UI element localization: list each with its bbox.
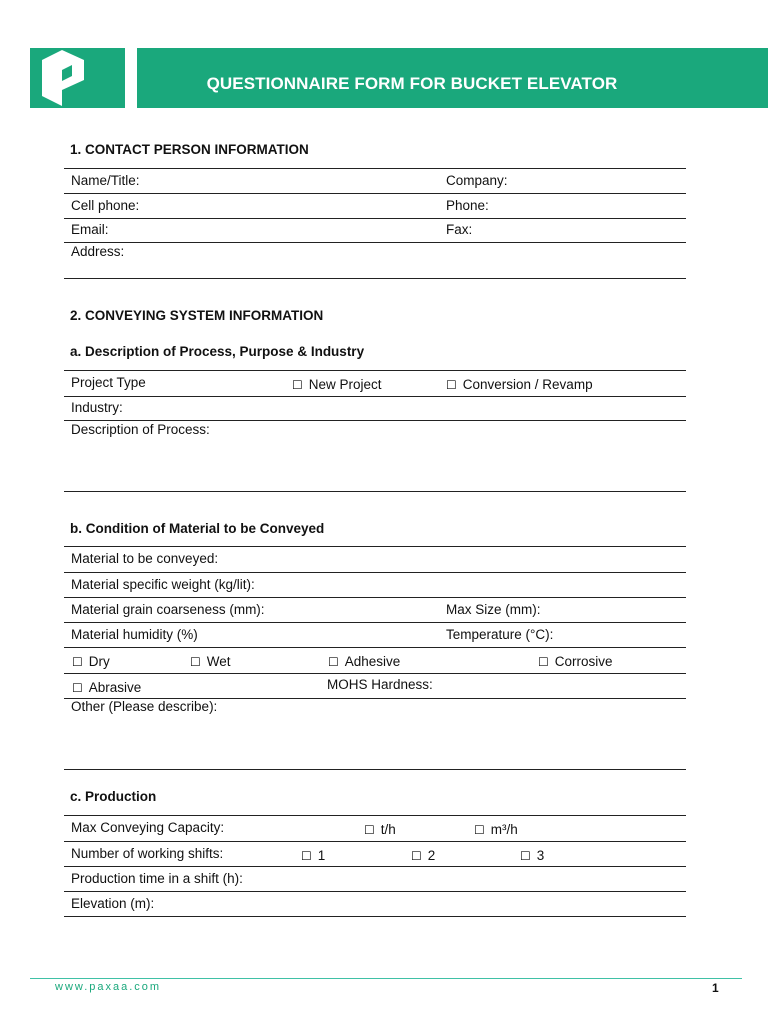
checkbox-icon[interactable]: ☐ [301, 849, 312, 863]
shift-3-option[interactable] [520, 848, 544, 863]
divider [64, 769, 686, 770]
shift-1-option[interactable] [301, 848, 325, 863]
divider [64, 546, 686, 547]
divider [64, 168, 686, 169]
divider [64, 597, 686, 598]
shift-3-label: 3 [536, 848, 545, 863]
divider [64, 622, 686, 623]
mohs-label: MOHS Hardness: [327, 677, 433, 692]
divider [64, 370, 686, 371]
m3h-option[interactable] [474, 822, 518, 837]
subsection-heading-production: c. Production [70, 789, 157, 804]
checkbox-icon[interactable]: ☐ [446, 378, 457, 392]
divider [64, 491, 686, 492]
subsection-heading-material: b. Condition of Material to be Conveyed [70, 521, 325, 536]
wet-label: Wet [206, 654, 231, 669]
divider [64, 218, 686, 219]
corrosive-label: Corrosive [554, 654, 613, 669]
checkbox-icon[interactable]: ☐ [364, 823, 375, 837]
dry-label: Dry [88, 654, 110, 669]
m3h-label: m³/h [490, 822, 518, 837]
max-size-label: Max Size (mm): [446, 602, 541, 617]
shifts-label: Number of working shifts: [71, 846, 224, 861]
abrasive-option[interactable] [72, 680, 141, 695]
divider [64, 420, 686, 421]
conversion-option[interactable] [446, 377, 593, 392]
checkbox-icon[interactable]: ☐ [474, 823, 485, 837]
shift-2-option[interactable] [411, 848, 435, 863]
grain-label: Material grain coarseness (mm): [71, 602, 265, 617]
phone-label: Phone: [446, 198, 489, 213]
checkbox-icon[interactable]: ☐ [411, 849, 422, 863]
industry-label: Industry: [71, 400, 123, 415]
dry-option[interactable] [72, 654, 110, 669]
logo-icon [30, 48, 125, 108]
specific-weight-label: Material specific weight (kg/lit): [71, 577, 255, 592]
abrasive-label: Abrasive [88, 680, 142, 695]
divider [64, 396, 686, 397]
wet-option[interactable] [190, 654, 231, 669]
section-heading-contact: 1. CONTACT PERSON INFORMATION [70, 142, 309, 157]
company-logo [30, 48, 125, 108]
shift-2-label: 2 [427, 848, 436, 863]
address-label: Address: [71, 244, 125, 259]
subsection-heading-process: a. Description of Process, Purpose & Industry [70, 344, 365, 359]
fax-label: Fax: [446, 222, 473, 237]
footer-url[interactable]: www.paxaa.com [55, 981, 162, 993]
th-option[interactable] [364, 822, 396, 837]
page-number: 1 [712, 981, 719, 995]
form-title: QUESTIONNAIRE FORM FOR BUCKET ELEVATOR [206, 74, 618, 93]
project-type-label: Project Type [71, 375, 146, 390]
th-label: t/h [380, 822, 396, 837]
checkbox-icon[interactable]: ☐ [72, 681, 83, 695]
section-heading-conveying: 2. CONVEYING SYSTEM INFORMATION [70, 308, 324, 323]
divider [64, 278, 686, 279]
adhesive-option[interactable] [328, 654, 400, 669]
description-label: Description of Process: [71, 422, 210, 437]
production-time-label: Production time in a shift (h): [71, 871, 243, 886]
temperature-label: Temperature (°C): [446, 627, 554, 642]
divider [64, 572, 686, 573]
divider [64, 841, 686, 842]
divider [64, 866, 686, 867]
capacity-label: Max Conveying Capacity: [71, 820, 225, 835]
footer-divider [30, 978, 742, 979]
other-label: Other (Please describe): [71, 699, 218, 714]
adhesive-label: Adhesive [344, 654, 401, 669]
divider [64, 815, 686, 816]
new-project-label: New Project [308, 377, 382, 392]
divider [64, 673, 686, 674]
elevation-label: Elevation (m): [71, 896, 155, 911]
checkbox-icon[interactable]: ☐ [538, 655, 549, 669]
divider [64, 242, 686, 243]
shift-1-label: 1 [317, 848, 326, 863]
corrosive-option[interactable] [538, 654, 613, 669]
checkbox-icon[interactable]: ☐ [292, 378, 303, 392]
checkbox-icon[interactable]: ☐ [520, 849, 531, 863]
humidity-label: Material humidity (%) [71, 627, 198, 642]
checkbox-icon[interactable]: ☐ [72, 655, 83, 669]
new-project-option[interactable] [292, 377, 382, 392]
name-title-label: Name/Title: [71, 173, 140, 188]
divider [64, 891, 686, 892]
divider [64, 647, 686, 648]
checkbox-icon[interactable]: ☐ [190, 655, 201, 669]
conversion-label: Conversion / Revamp [462, 377, 593, 392]
company-label: Company: [446, 173, 508, 188]
divider [64, 193, 686, 194]
cell-phone-label: Cell phone: [71, 198, 140, 213]
email-label: Email: [71, 222, 109, 237]
material-label: Material to be conveyed: [71, 551, 219, 566]
divider [64, 916, 686, 917]
checkbox-icon[interactable]: ☐ [328, 655, 339, 669]
